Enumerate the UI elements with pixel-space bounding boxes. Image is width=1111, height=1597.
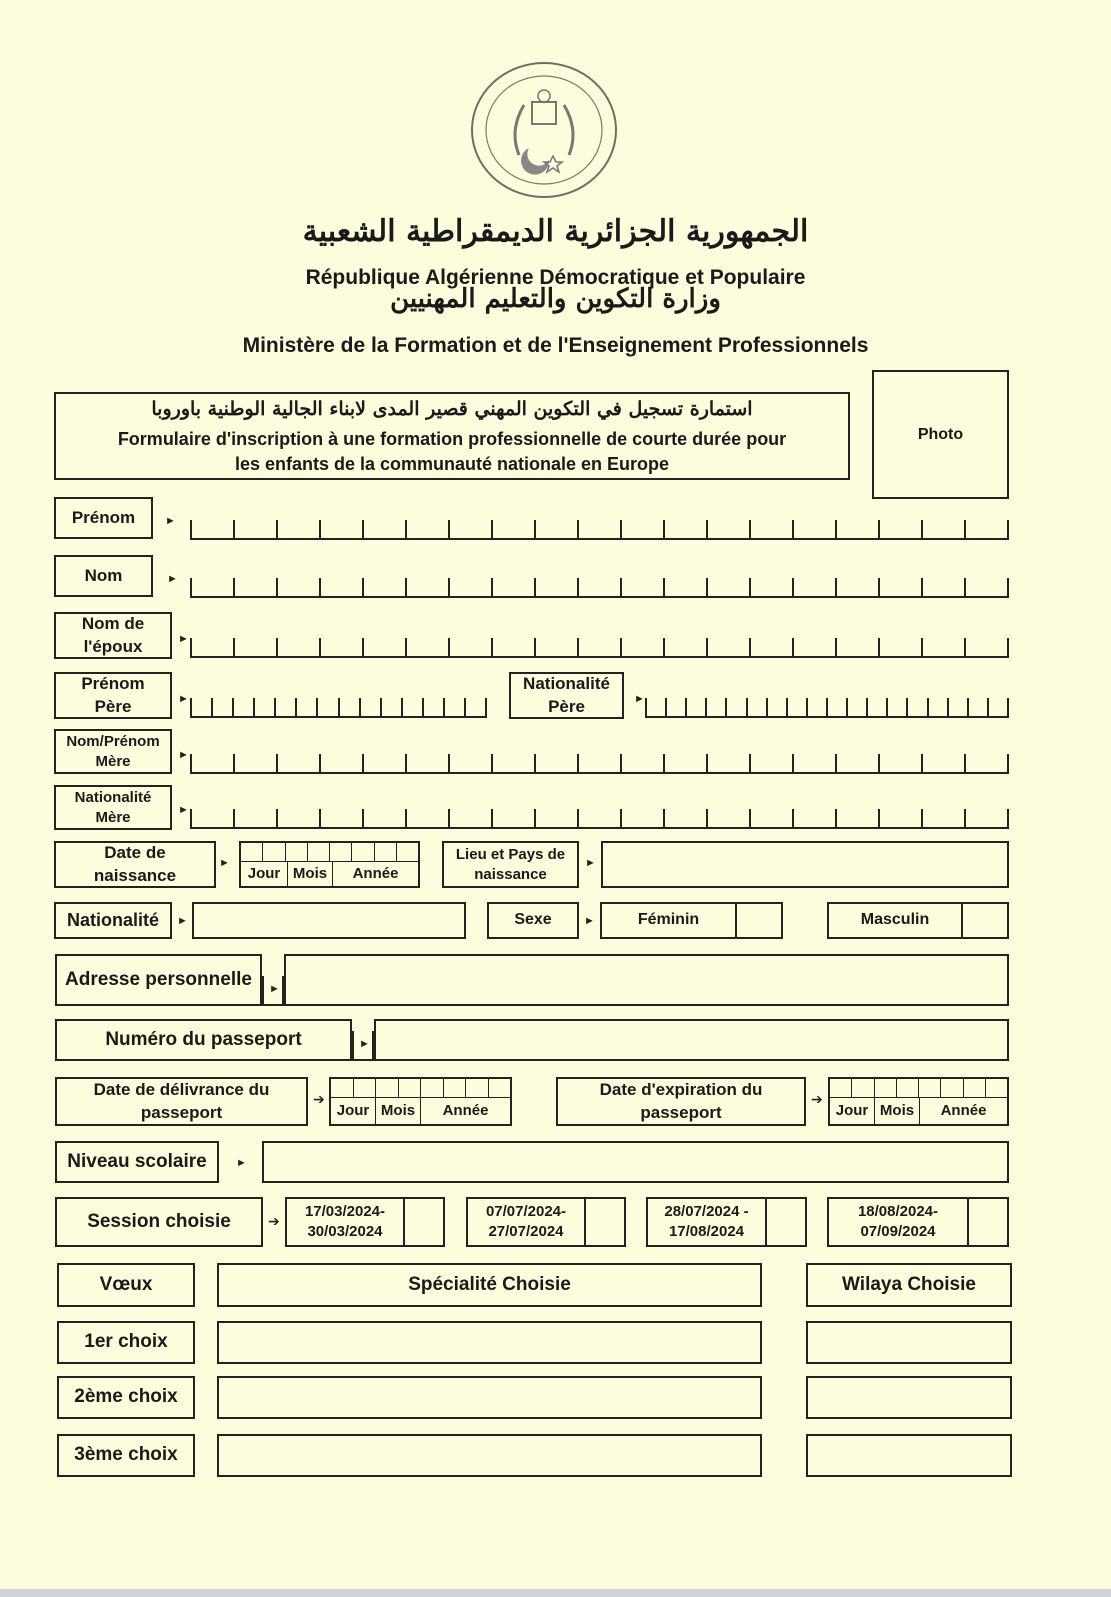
mois-label: Mois xyxy=(875,1097,920,1124)
session-2-start: 07/07/2024- xyxy=(485,1202,567,1220)
date-delivrance-input[interactable] xyxy=(329,1077,512,1126)
session-option-3[interactable] xyxy=(646,1197,807,1247)
masculin-label: Masculin xyxy=(829,904,963,937)
choix-1-label: 1er choix xyxy=(57,1321,195,1364)
session-4-start: 18/08/2024- xyxy=(857,1202,939,1220)
prenom-pere-input[interactable] xyxy=(190,694,487,718)
nationalite-mere-label-2: Mère xyxy=(95,808,131,826)
nom-prenom-mere-label xyxy=(54,729,172,774)
arrow-icon: ► xyxy=(178,633,189,645)
feminin-checkbox[interactable] xyxy=(737,904,781,937)
session-dates-2 xyxy=(468,1199,586,1245)
arrow-icon: ► xyxy=(177,915,188,927)
feminin-label: Féminin xyxy=(602,904,737,937)
mois-label: Mois xyxy=(376,1097,421,1124)
choix-1-specialite-input[interactable] xyxy=(217,1321,762,1364)
nom-epoux-input[interactable] xyxy=(190,634,1009,658)
nom-prenom-mere-label-2: Mère xyxy=(95,752,131,770)
jour-label: Jour xyxy=(331,1097,376,1124)
session-dates-3 xyxy=(648,1199,767,1245)
date-naissance-label-1: Date de xyxy=(104,843,166,863)
wilaya-header: Wilaya Choisie xyxy=(806,1263,1012,1307)
choix-3-wilaya-input[interactable] xyxy=(806,1434,1012,1477)
session-option-4[interactable] xyxy=(827,1197,1009,1247)
nationalite-input[interactable] xyxy=(192,902,466,939)
sexe-label: Sexe xyxy=(487,902,579,939)
jour-label: Jour xyxy=(830,1097,875,1124)
nationalite-label: Nationalité xyxy=(54,902,172,939)
date-delivrance-label xyxy=(55,1077,308,1126)
session-dates-1 xyxy=(287,1199,405,1245)
choix-2-wilaya-input[interactable] xyxy=(806,1376,1012,1419)
session-1-end: 30/03/2024 xyxy=(307,1223,383,1240)
masculin-checkbox[interactable] xyxy=(963,904,1007,937)
nationalite-pere-input[interactable] xyxy=(645,694,1009,718)
date-expiration-label xyxy=(556,1077,806,1126)
session-checkbox-1[interactable] xyxy=(405,1199,443,1245)
arrow-right-icon: ➔ xyxy=(313,1091,325,1107)
nom-label: Nom xyxy=(54,555,153,597)
nom-epoux-label-2: l'époux xyxy=(83,636,143,656)
photo-box[interactable] xyxy=(872,370,1009,499)
choix-2-label: 2ème choix xyxy=(57,1376,195,1419)
date-expiration-input[interactable] xyxy=(828,1077,1009,1126)
choix-3-specialite-input[interactable] xyxy=(217,1434,762,1477)
session-option-2[interactable] xyxy=(466,1197,626,1247)
prenom-pere-label-2: Père xyxy=(94,696,132,716)
passeport-arrow-cell xyxy=(352,1031,374,1061)
masculin-option[interactable] xyxy=(827,902,1009,939)
nom-prenom-mere-input[interactable] xyxy=(190,750,1009,774)
date-delivrance-label-2: passeport xyxy=(140,1102,223,1122)
nationalite-pere-label-1: Nationalité xyxy=(523,674,610,694)
passeport-label: Numéro du passeport xyxy=(55,1019,352,1061)
session-3-end: 17/08/2024 xyxy=(668,1223,745,1240)
specialite-header: Spécialité Choisie xyxy=(217,1263,762,1307)
session-1-start: 17/03/2024- xyxy=(304,1202,386,1220)
nom-epoux-label xyxy=(54,612,172,659)
arrow-icon: ► xyxy=(269,983,280,995)
prenom-pere-label-1: Prénom xyxy=(81,674,145,694)
form-title-box xyxy=(54,392,850,480)
nom-epoux-label-1: Nom de xyxy=(81,614,145,634)
scan-edge xyxy=(0,1589,1111,1597)
date-expiration-label-1: Date d'expiration du xyxy=(599,1080,763,1100)
session-2-end: 27/07/2024 xyxy=(488,1223,564,1240)
arrow-icon: ► xyxy=(178,804,189,816)
passeport-input[interactable] xyxy=(374,1019,1009,1061)
annee-label: Année xyxy=(442,1102,489,1119)
arrow-icon: ► xyxy=(178,749,189,761)
session-checkbox-2[interactable] xyxy=(586,1199,624,1245)
arrow-right-icon: ➔ xyxy=(268,1213,280,1229)
session-4-end: 07/09/2024 xyxy=(860,1223,936,1240)
arrow-icon: ► xyxy=(219,857,230,869)
nationalite-pere-label-2: Père xyxy=(548,696,585,716)
lieu-naissance-label-1: Lieu et Pays de xyxy=(455,846,566,863)
form-title-line2: les enfants de la communauté nationale en Europe xyxy=(234,454,670,474)
ministry-title: Ministère de la Formation et de l'Enseignement Professionnels xyxy=(242,334,869,357)
date-expiration-label-2: passeport xyxy=(640,1102,722,1122)
nationalite-pere-label xyxy=(509,672,624,719)
arrow-icon: ► xyxy=(584,915,595,927)
choix-2-specialite-input[interactable] xyxy=(217,1376,762,1419)
arabic-ministry-title: وزارة التكوين والتعليم المهنيين xyxy=(390,284,721,314)
choix-1-wilaya-input[interactable] xyxy=(806,1321,1012,1364)
niveau-label: Niveau scolaire xyxy=(55,1141,219,1183)
feminin-option[interactable] xyxy=(600,902,783,939)
photo-label: Photo xyxy=(917,426,964,443)
lieu-naissance-input[interactable] xyxy=(601,841,1009,888)
arrow-icon: ► xyxy=(359,1038,370,1050)
voeux-header: Vœux xyxy=(57,1263,195,1307)
nationalite-mere-input[interactable] xyxy=(190,805,1009,829)
nationalite-mere-label xyxy=(54,785,172,830)
choix-3-label: 3ème choix xyxy=(57,1434,195,1477)
nom-input[interactable] xyxy=(190,574,1009,598)
session-option-1[interactable] xyxy=(285,1197,445,1247)
lieu-naissance-label-2: naissance xyxy=(474,865,547,883)
annee-label: Année xyxy=(352,865,399,882)
annee-label: Année xyxy=(940,1102,987,1119)
nationalite-mere-label-1: Nationalité xyxy=(74,789,152,806)
prenom-input[interactable] xyxy=(190,516,1009,540)
arrow-icon: ► xyxy=(178,693,189,705)
adresse-arrow-cell xyxy=(262,976,284,1006)
arrow-icon: ► xyxy=(585,857,596,869)
adresse-input[interactable] xyxy=(284,954,1009,1006)
session-checkbox-4[interactable] xyxy=(969,1199,1007,1245)
prenom-label: Prénom xyxy=(54,497,153,539)
jour-label: Jour xyxy=(241,861,288,886)
session-label: Session choisie xyxy=(55,1197,263,1247)
algeria-emblem-seal xyxy=(469,60,619,200)
arrow-icon: ► xyxy=(236,1157,247,1169)
arrow-icon: ► xyxy=(167,573,178,585)
lieu-naissance-label xyxy=(442,841,579,888)
date-naissance-label xyxy=(54,841,216,888)
form-title-arabic: استمارة تسجيل في التكوين المهني قصير المدى لابناء الجالية الوطنية باوروبا xyxy=(151,398,753,420)
session-checkbox-3[interactable] xyxy=(767,1199,805,1245)
arabic-republic-title: الجمهورية الجزائرية الديمقراطية الشعبية xyxy=(302,214,809,249)
arrow-right-icon: ➔ xyxy=(811,1091,823,1107)
republic-title: République Algérienne Démocratique et Populaire xyxy=(305,266,806,289)
form-title-line1: Formulaire d'inscription à une formation professionnelle de courte durée pour xyxy=(117,429,787,449)
mois-label: Mois xyxy=(288,861,333,886)
session-3-start: 28/07/2024 - xyxy=(664,1202,749,1220)
session-dates-4 xyxy=(829,1199,969,1245)
date-delivrance-label-1: Date de délivrance du xyxy=(93,1080,270,1100)
date-naissance-label-2: naissance xyxy=(93,865,177,885)
arrow-icon: ► xyxy=(165,515,176,527)
arrow-icon: ► xyxy=(634,693,645,705)
date-naissance-input[interactable] xyxy=(239,841,420,888)
adresse-label: Adresse personnelle xyxy=(55,954,262,1006)
prenom-pere-label xyxy=(54,672,172,719)
nom-prenom-mere-label-1: Nom/Prénom xyxy=(66,733,160,750)
niveau-input[interactable] xyxy=(262,1141,1009,1183)
